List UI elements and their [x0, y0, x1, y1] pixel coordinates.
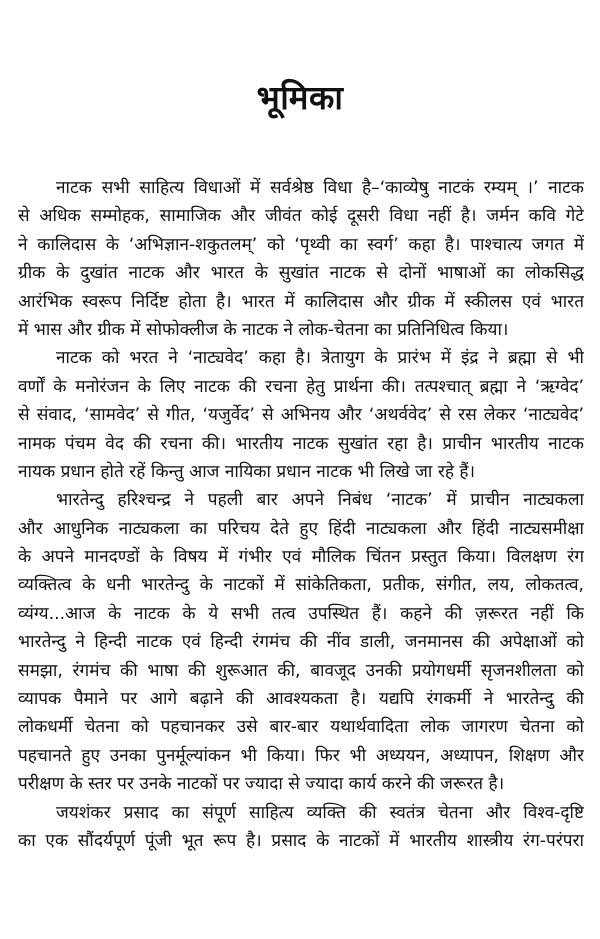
text-line: पहचानते हुए उनका पुनर्मूल्यांकन भी किया। फिर भी अध्ययन, अध्यापन, शिक्षण और: [18, 745, 584, 766]
text-line: नाटक को भरत ने ‘नाट्यवेद’ कहा है। त्रेतायुग के प्रारंभ में इंद्र ने ब्रह्मा से भी: [56, 348, 584, 369]
text-line: नायक प्रधान होते रहें किन्तु आज नायिका प्रधान नाटक भी लिखे जा रहे हैं।: [18, 461, 476, 482]
text-line: जयशंकर प्रसाद का संपूर्ण साहित्य व्यक्ति की स्वतंत्र चेतना और विश्व-दृष्टि: [56, 802, 584, 823]
page-title: भूमिका: [256, 78, 344, 118]
text-line: आरंभिक स्वरूप निर्दिष्ट होता है। भारत में कालिदास और ग्रीक में स्कीलस एवं भारत: [18, 291, 584, 312]
text-line: व्यक्तित्व के धनी भारतेन्दु के नाटकों में सांकेतिकता, प्रतीक, संगीत, लय, लोकतत्व,: [18, 575, 584, 596]
text-line: से संवाद, ‘सामवेद’ से गीत, ‘यजुर्वेद’ से अभिनय और ‘अथर्ववेद’ से रस लेकर ‘नाट्यवेद’: [18, 405, 584, 426]
text-line: वर्णों के मनोरंजन के लिए नाटक की रचना हेतु प्रार्थना की। तत्पश्चात् ब्रह्मा ने ‘ऋग्वेद’: [18, 376, 584, 397]
paragraph-4: [18, 799, 584, 856]
paragraph-3: [18, 486, 584, 798]
paragraph-1: [18, 174, 584, 344]
text-line: भारतेन्दु ने हिन्दी नाटक एवं हिन्दी रंगमंच की नींव डाली, जनमानस की अपेक्षाओं को: [18, 632, 584, 653]
text-line: और आधुनिक नाट्यकला का परिचय देते हुए हिंदी नाट्यकला और हिंदी नाट्यसमीक्षा: [18, 518, 584, 539]
text-line: से अधिक सम्मोहक, सामाजिक और जीवंत कोई दूसरी विधा नहीं है। जर्मन कवि गेटे: [18, 206, 584, 227]
text-line: नाटक सभी साहित्य विधाओं में सर्वश्रेष्ठ विधा है–‘काव्येषु नाटकं रम्यम् ।’ नाटक: [56, 178, 584, 198]
text-line: परीक्षण के स्तर पर उनके नाटकों पर ज्यादा से ज्यादा कार्य करने की जरूरत है।: [18, 774, 505, 795]
text-line: के अपने मानदण्डों के विषय में गंभीर एवं मौलिक चिंतन प्रस्तुत किया। विलक्षण रंग: [18, 547, 584, 568]
text-line: व्यापक पैमाने पर आगे बढ़ाने की आवश्यकता है। यद्यपि रंगकर्मी ने भारतेन्दु की: [18, 689, 584, 710]
text-line: समझा, रंगमंच की भाषा की शुरूआत की, बावजूद उनकी प्रयोगधर्मी सृजनशीलता को: [18, 660, 584, 681]
text-line: में भास और ग्रीक में सोफोक्लीज के नाटक ने लोक-चेतना का प्रतिनिधित्व किया।: [18, 319, 509, 340]
text-line: व्यंग्य...आज के नाटक के ये सभी तत्व उपस्थित हैं। कहने की ज़रूरत नहीं कि: [18, 603, 584, 624]
text-line: लोकधर्मी चेतना को पहचानकर उसे बार-बार यथार्थवादिता लोक जागरण चेतना को: [18, 717, 584, 738]
text-line: ग्रीक के दुखांत नाटक और भारत के सुखांत नाटक से दोनों भाषाओं का लोकसिद्ध: [18, 263, 584, 284]
text-line: ने कालिदास के ‘अभिज्ञान-शकुतलम्’ को ‘पृथ्वी का स्वर्ग’ कहा है। पाश्चात्य जगत में: [18, 234, 584, 255]
body-text: [18, 174, 584, 855]
text-line: का एक सौंदर्यपूर्ण पूंजी भूत रूप है। प्रसाद के नाटकों में भारतीय शास्त्रीय रंग-परंपरा: [18, 830, 584, 851]
text-line: नामक पंचम वेद की रचना की। भारतीय नाटक सुखांत रहा है। प्राचीन भारतीय नाटक: [18, 433, 584, 454]
paragraph-2: [18, 344, 584, 486]
text-line: भारतेन्दु हरिश्चन्द्र ने पहली बार अपने निबंध ‘नाटक’ में प्राचीन नाट्यकला: [56, 490, 584, 511]
